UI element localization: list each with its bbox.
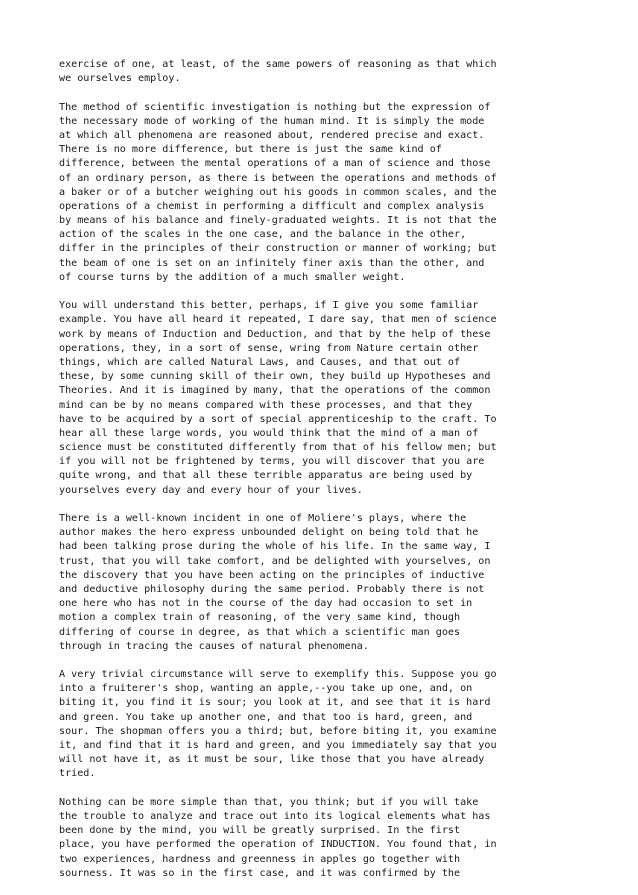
text-line: things, which are called Natural Laws, and Causes, and that out of bbox=[59, 356, 461, 368]
text-line: author makes the hero express unbounded delight on being told that he bbox=[59, 527, 479, 539]
text-line: differing of course in degree, as that which a scientific man goes bbox=[59, 626, 461, 638]
document-page bbox=[59, 58, 619, 895]
text-line: Nothing can be more simple than that, you think; but if you will take bbox=[59, 796, 479, 808]
text-line: sour. The shopman offers you a third; but, before biting it, you examine bbox=[59, 725, 497, 737]
text-line: the necessary mode of working of the human mind. It is simply the mode bbox=[59, 115, 485, 127]
text-line: action of the scales in the one case, and the balance in the other, bbox=[59, 229, 467, 241]
paragraph-3 bbox=[59, 299, 619, 498]
text-line: differ in the principles of their construction or manner of working; but bbox=[59, 243, 497, 255]
text-line: trust, that you will take comfort, and be delighted with yourselves, on bbox=[59, 555, 491, 567]
text-line: by means of his balance and finely-graduated weights. It is not that the bbox=[59, 215, 497, 227]
text-line: through in tracing the causes of natural phenomena. bbox=[59, 640, 369, 652]
paragraph-5 bbox=[59, 668, 619, 782]
text-line: two experiences, hardness and greenness in apples go together with bbox=[59, 853, 461, 865]
text-line: operations, they, in a sort of sense, wring from Nature certain other bbox=[59, 342, 479, 354]
text-line: of course turns by the addition of a much smaller weight. bbox=[59, 271, 406, 283]
text-line: the discovery that you have been acting on the principles of inductive bbox=[59, 569, 485, 581]
text-line: There is a well-known incident in one of Moliere's plays, where the bbox=[59, 513, 467, 524]
text-line: a baker or of a butcher weighing out his goods in common scales, and the bbox=[59, 186, 497, 198]
text-line: and green. You take up another one, and that too is hard, green, and bbox=[59, 711, 473, 723]
text-line: at which all phenomena are reasoned about, rendered precise and exact. bbox=[59, 129, 485, 141]
text-line: have to be acquired by a sort of special apprenticeship to the craft. To bbox=[59, 413, 497, 425]
text-line: There is no more difference, but there is just the same kind of bbox=[59, 144, 442, 156]
text-line: difference, between the mental operations of a man of science and those bbox=[59, 158, 491, 170]
text-line: The method of scientific investigation is nothing but the expression of bbox=[59, 101, 491, 113]
paragraph-1 bbox=[59, 58, 619, 86]
text-line: if you will not be frightened by terms, you will discover that you are bbox=[59, 456, 485, 468]
paragraph-2 bbox=[59, 101, 619, 285]
text-line: been done by the mind, you will be greatly surprised. In the first bbox=[59, 825, 461, 837]
text-line: we ourselves employ. bbox=[59, 73, 181, 85]
text-line: biting it, you find it is sour; you look at it, and see that it is hard bbox=[59, 697, 491, 709]
text-line: one here who has not in the course of the day had occasion to set in bbox=[59, 598, 473, 610]
text-line: exercise of one, at least, of the same powers of reasoning as that which bbox=[59, 59, 497, 70]
text-line: yourselves every day and every hour of your lives. bbox=[59, 484, 363, 496]
text-line: You will understand this better, perhaps, if I give you some familiar bbox=[59, 300, 479, 312]
text-line: quite wrong, and that all these terrible apparatus are being used by bbox=[59, 470, 473, 482]
text-line: sourness. It was so in the first case, and it was confirmed by the bbox=[59, 867, 461, 879]
text-line: science must be constituted differently from that of his fellow men; but bbox=[59, 442, 497, 454]
text-line: mind can be by no means compared with these processes, and that they bbox=[59, 399, 473, 411]
text-line: place, you have performed the operation of INDUCTION. You found that, in bbox=[59, 839, 497, 851]
text-line: work by means of Induction and Deduction, and that by the help of these bbox=[59, 328, 491, 340]
text-line: motion a complex train of reasoning, of the very same kind, though bbox=[59, 612, 461, 624]
text-line: the beam of one is set on an infinitely finer axis than the other, and bbox=[59, 257, 485, 269]
text-line: Theories. And it is imagined by many, that the operations of the common bbox=[59, 385, 491, 397]
text-line: hear all these large words, you would think that the mind of a man of bbox=[59, 427, 479, 439]
text-line: the trouble to analyze and trace out into its logical elements what has bbox=[59, 810, 491, 822]
text-line: operations of a chemist in performing a difficult and complex analysis bbox=[59, 200, 485, 212]
text-line: and deductive philosophy during the same period. Probably there is not bbox=[59, 583, 485, 595]
text-line: tried. bbox=[59, 768, 96, 780]
text-line: A very trivial circumstance will serve to exemplify this. Suppose you go bbox=[59, 669, 497, 681]
paragraph-6 bbox=[59, 796, 619, 881]
text-line: of an ordinary person, as there is between the operations and methods of bbox=[59, 172, 497, 184]
text-line: these, by some cunning skill of their own, they build up Hypotheses and bbox=[59, 371, 491, 383]
paragraph-4 bbox=[59, 512, 619, 654]
text-line: had been talking prose during the whole of his life. In the same way, I bbox=[59, 541, 491, 553]
text-line: will not have it, as it must be sour, like those that you have already bbox=[59, 754, 485, 766]
text-line: into a fruiterer's shop, wanting an apple,--you take up one, and, on bbox=[59, 683, 473, 695]
text-line: it, and find that it is hard and green, and you immediately say that you bbox=[59, 740, 497, 751]
text-line: example. You have all heard it repeated, I dare say, that men of science bbox=[59, 314, 497, 326]
